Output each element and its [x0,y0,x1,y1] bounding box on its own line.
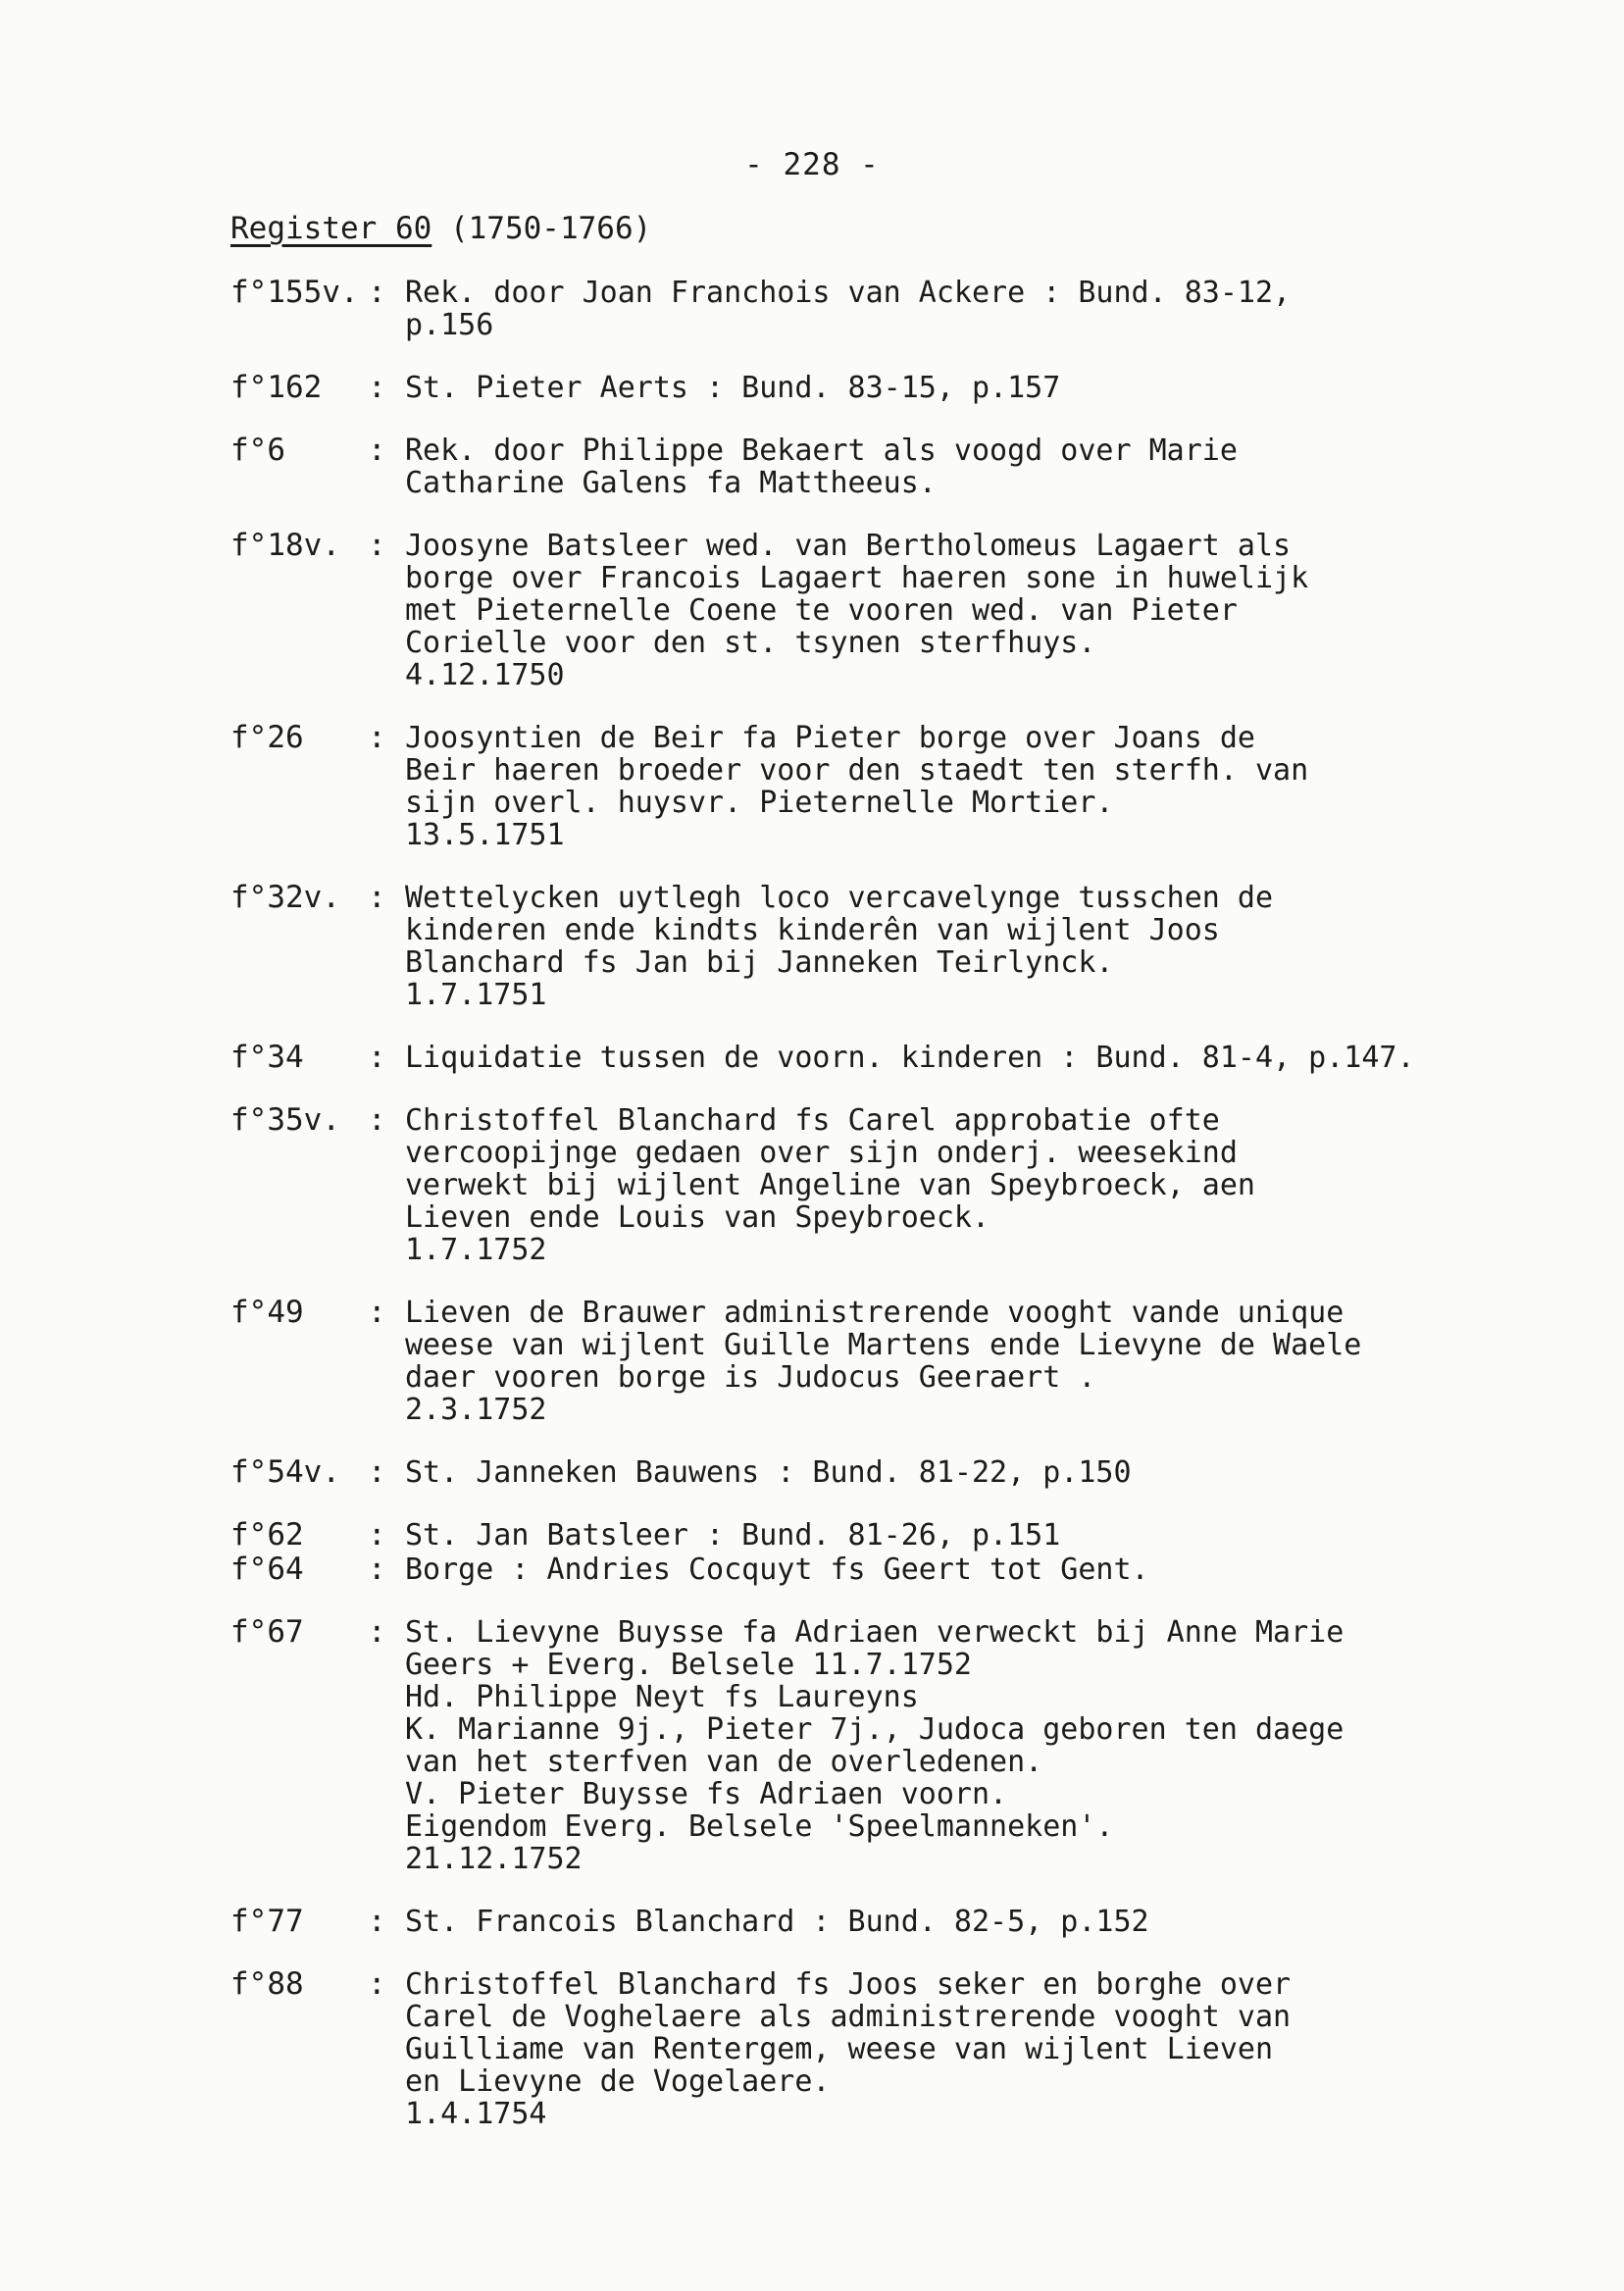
entry-text [405,1616,1545,1875]
entry-line: weese van wijlent Guille Martens ende Lievyne de Waele [405,1328,1362,1362]
folio-reference: f°88 [230,1966,304,2002]
entry-line: en Lievyne de Vogelaere. [405,2064,831,2099]
entry-separator: : [368,275,386,310]
folio-reference: f°6 [230,433,285,468]
entry-line: kinderen ende kindts kinderên van wijlent Joos [405,913,1220,947]
entry-text [405,1519,1545,1552]
folio-reference: f°64 [230,1552,304,1587]
entry-line: Rek. door Philippe Bekaert als voogd over Marie [405,433,1238,468]
folio-reference: f°155v. [230,275,359,310]
folio-reference: f°67 [230,1614,304,1650]
entry-line: Beir haeren broeder voor den staedt ten sterfh. van [405,753,1309,788]
entry-text [405,1553,1545,1586]
entry-line: Eigendom Everg. Belsele 'Speelmanneken'. [405,1809,1114,1844]
entry-separator: : [368,1295,386,1330]
entry-separator: : [368,1040,386,1075]
entry-separator: : [368,880,386,915]
folio-reference: f°62 [230,1517,304,1553]
entry-separator: : [368,1614,386,1650]
entry-line: Christoffel Blanchard fs Joos seker en borghe over [405,1967,1292,2002]
folio-reference: f°35v. [230,1102,340,1138]
entry-text [405,530,1545,691]
entry-line: Lieven ende Louis van Speybroeck. [405,1200,990,1235]
entry-list [230,277,1545,2161]
entry-line: St. Janneken Bauwens : Bund. 81-22, p.150 [405,1455,1132,1490]
entry-line: St. Pieter Aerts : Bund. 83-15, p.157 [405,371,1061,405]
entry-separator: : [368,433,386,468]
list-item [230,1456,1545,1489]
entry-line: Christoffel Blanchard fs Carel approbatie ofte [405,1103,1220,1138]
entry-line: 1.7.1751 [405,978,547,1012]
entry-line: Borge : Andries Cocquyt fs Geert tot Gent. [405,1553,1149,1587]
list-item [230,530,1545,691]
folio-reference: f°18v. [230,528,340,563]
list-item [230,1616,1545,1875]
entry-text [405,882,1545,1011]
entry-line: Wettelycken uytlegh loco vercavelynge tusschen de [405,881,1274,915]
entry-line: Corielle voor den st. tsynen sterfhuys. [405,626,1096,660]
entry-line: St. Francois Blanchard : Bund. 82-5, p.152 [405,1905,1149,1939]
list-item [230,1519,1545,1552]
register-heading [230,211,651,246]
entry-line: St. Lievyne Buysse fa Adriaen verweckt bij Anne Marie [405,1615,1345,1650]
entry-line: Blanchard fs Jan bij Janneken Teirlynck. [405,945,1114,980]
entry-line: 2.3.1752 [405,1393,547,1427]
entry-line: 1.7.1752 [405,1233,547,1267]
entry-line: Joosyntien de Beir fa Pieter borge over Joans de [405,721,1255,755]
entry-text [405,434,1545,499]
page-number: - 228 - [744,147,880,182]
entry-separator: : [368,1552,386,1587]
entry-separator: : [368,1454,386,1490]
entry-line: Liquidatie tussen de voorn. kinderen : Bund. 81-4, p.147. [405,1041,1415,1075]
entry-line: V. Pieter Buysse fs Adriaen voorn. [405,1777,1008,1811]
entry-separator: : [368,1904,386,1939]
list-item [230,1104,1545,1266]
entry-text [405,1104,1545,1266]
folio-reference: f°34 [230,1040,304,1075]
entry-separator: : [368,720,386,755]
entry-line: St. Jan Batsleer : Bund. 81-26, p.151 [405,1518,1061,1553]
entry-text [405,277,1545,341]
entry-text [405,372,1545,404]
entry-line: vercoopijnge gedaen over sijn onderj. weesekind [405,1136,1238,1170]
list-item [230,434,1545,499]
entry-line: p.156 [405,308,494,342]
folio-reference: f°32v. [230,880,340,915]
entry-line: van het sterfven van de overledenen. [405,1745,1043,1779]
entry-line: Carel de Voghelaere als administrerende vooght van [405,2000,1292,2034]
list-item [230,722,1545,851]
entry-text [405,1297,1545,1426]
entry-text [405,722,1545,851]
list-item [230,1968,1545,2130]
entry-separator: : [368,1966,386,2002]
entry-line: Joosyne Batsleer wed. van Bertholomeus Lagaert als [405,529,1292,563]
entry-line: met Pieternelle Coene te vooren wed. van Pieter [405,593,1238,628]
register-title: Register 60 [230,211,432,246]
entry-line: 4.12.1750 [405,658,565,692]
entry-separator: : [368,528,386,563]
entry-text [405,1968,1545,2130]
entry-line: verwekt bij wijlent Angeline van Speybroeck, aen [405,1168,1255,1202]
folio-reference: f°77 [230,1904,304,1939]
register-years: (1750-1766) [449,211,652,246]
entry-line: Geers + Everg. Belsele 11.7.1752 [405,1648,972,1682]
entry-line: sijn overl. huysvr. Pieternelle Mortier. [405,786,1114,820]
list-item [230,882,1545,1011]
entry-separator: : [368,1517,386,1553]
entry-text [405,1456,1545,1489]
entry-line: Guilliame van Rentergem, weese van wijlent Lieven [405,2032,1274,2066]
entry-text [405,1906,1545,1938]
entry-text [405,1042,1545,1074]
entry-separator: : [368,1102,386,1138]
list-item [230,1297,1545,1426]
list-item [230,1906,1545,1938]
list-item [230,1042,1545,1074]
folio-reference: f°49 [230,1295,304,1330]
entry-line: Rek. door Joan Franchois van Ackere : Bund. 83-12, [405,276,1292,310]
entry-line: daer vooren borge is Judocus Geeraert . [405,1360,1096,1395]
list-item [230,1553,1545,1586]
folio-reference: f°26 [230,720,304,755]
entry-line: borge over Francois Lagaert haeren sone in huwelijk [405,561,1309,595]
entry-line: 13.5.1751 [405,818,565,852]
entry-line: Catharine Galens fa Mattheeus. [405,466,937,500]
entry-line: 21.12.1752 [405,1842,583,1876]
entry-line: Lieven de Brauwer administrerende vooght vande unique [405,1296,1345,1330]
folio-reference: f°54v. [230,1454,340,1490]
folio-reference: f°162 [230,370,323,405]
entry-line: 1.4.1754 [405,2097,547,2131]
entry-line: Hd. Philippe Neyt fs Laureyns [405,1680,919,1714]
list-item [230,277,1545,341]
entry-line: K. Marianne 9j., Pieter 7j., Judoca geboren ten daege [405,1712,1345,1747]
entry-separator: : [368,370,386,405]
list-item [230,372,1545,404]
